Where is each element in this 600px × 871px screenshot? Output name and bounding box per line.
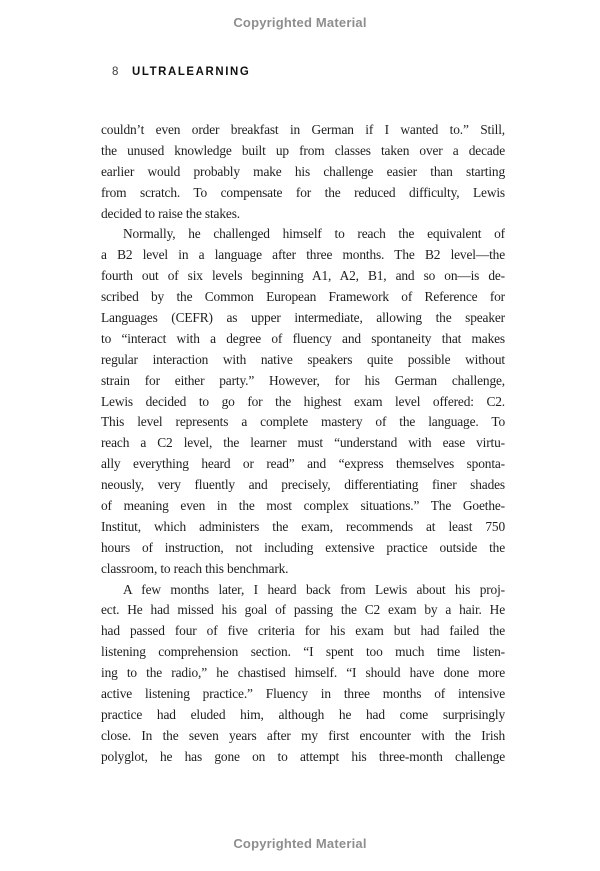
paragraph	[101, 224, 505, 579]
text-line: strain for either party.” However, for his German challenge,	[101, 372, 505, 388]
text-line: listening comprehension section. “I spent too much time listen-	[101, 644, 505, 660]
text-line: ect. He had missed his goal of passing the C2 exam by a hair. He	[101, 602, 505, 618]
text-line: Normally, he challenged himself to reach the equivalent of	[123, 226, 505, 242]
text-line: the unused knowledge built up from classes taken over a decade	[101, 142, 505, 158]
text-line: ally everything heard or read” and “express themselves sponta-	[101, 456, 505, 472]
copyright-notice-bottom: Copyrighted Material	[233, 836, 367, 851]
text-line: earlier would probably make his challenge easier than starting	[101, 163, 505, 179]
text-line: polyglot, he has gone on to attempt his three-month challenge	[101, 748, 505, 764]
text-line: to “interact with a degree of fluency and spontaneity that makes	[101, 330, 505, 346]
text-line: active listening practice.” Fluency in three months of intensive	[101, 686, 505, 702]
text-line: regular interaction with native speakers quite possible without	[101, 351, 505, 367]
paragraph	[101, 580, 505, 768]
text-line: close. In the seven years after my first encounter with the Irish	[101, 727, 505, 743]
running-title: ULTRALEARNING	[132, 64, 251, 78]
text-line: Languages (CEFR) as upper intermediate, allowing the speaker	[101, 310, 505, 326]
text-line: neously, very fluently and precisely, differentiating finer shades	[101, 477, 505, 493]
text-line: classroom, to reach this benchmark.	[101, 560, 289, 576]
text-line: Lewis decided to go for the highest exam level offered: C2.	[101, 393, 505, 409]
text-line: from scratch. To compensate for the reduced difficulty, Lewis	[101, 184, 505, 200]
copyright-notice-top: Copyrighted Material	[233, 15, 367, 30]
paragraph	[101, 120, 505, 224]
text-line: had passed four of five criteria for his exam but had failed the	[101, 623, 505, 639]
page-number: 8	[112, 66, 119, 78]
text-line: Institut, which administers the exam, recommends at least 750	[101, 518, 505, 534]
text-line: practice had eluded him, although he had come surprisingly	[101, 706, 505, 722]
text-line: reach a C2 level, the learner must “understand with ease virtu-	[101, 435, 505, 451]
text-line: a B2 level in a language after three months. The B2 level—the	[101, 247, 505, 263]
page-header	[112, 64, 257, 78]
text-line: This level represents a complete mastery of the language. To	[101, 414, 505, 430]
text-line: couldn’t even order breakfast in German if I wanted to.” Still,	[101, 122, 505, 137]
text-line: fourth out of six levels beginning A1, A2, B1, and so on—is de-	[101, 268, 505, 284]
text-line: of meaning even in the most complex situations.” The Goethe-	[101, 498, 505, 514]
text-line: A few months later, I heard back from Lewis about his proj-	[123, 581, 505, 597]
text-line: decided to raise the stakes.	[101, 205, 240, 221]
text-line: scribed by the Common European Framework of Reference for	[101, 289, 505, 305]
text-line: hours of instruction, not including extensive practice outside the	[101, 539, 505, 555]
body-text	[101, 120, 505, 768]
text-line: ing to the radio,” he chastised himself. “I should have done more	[101, 665, 505, 681]
